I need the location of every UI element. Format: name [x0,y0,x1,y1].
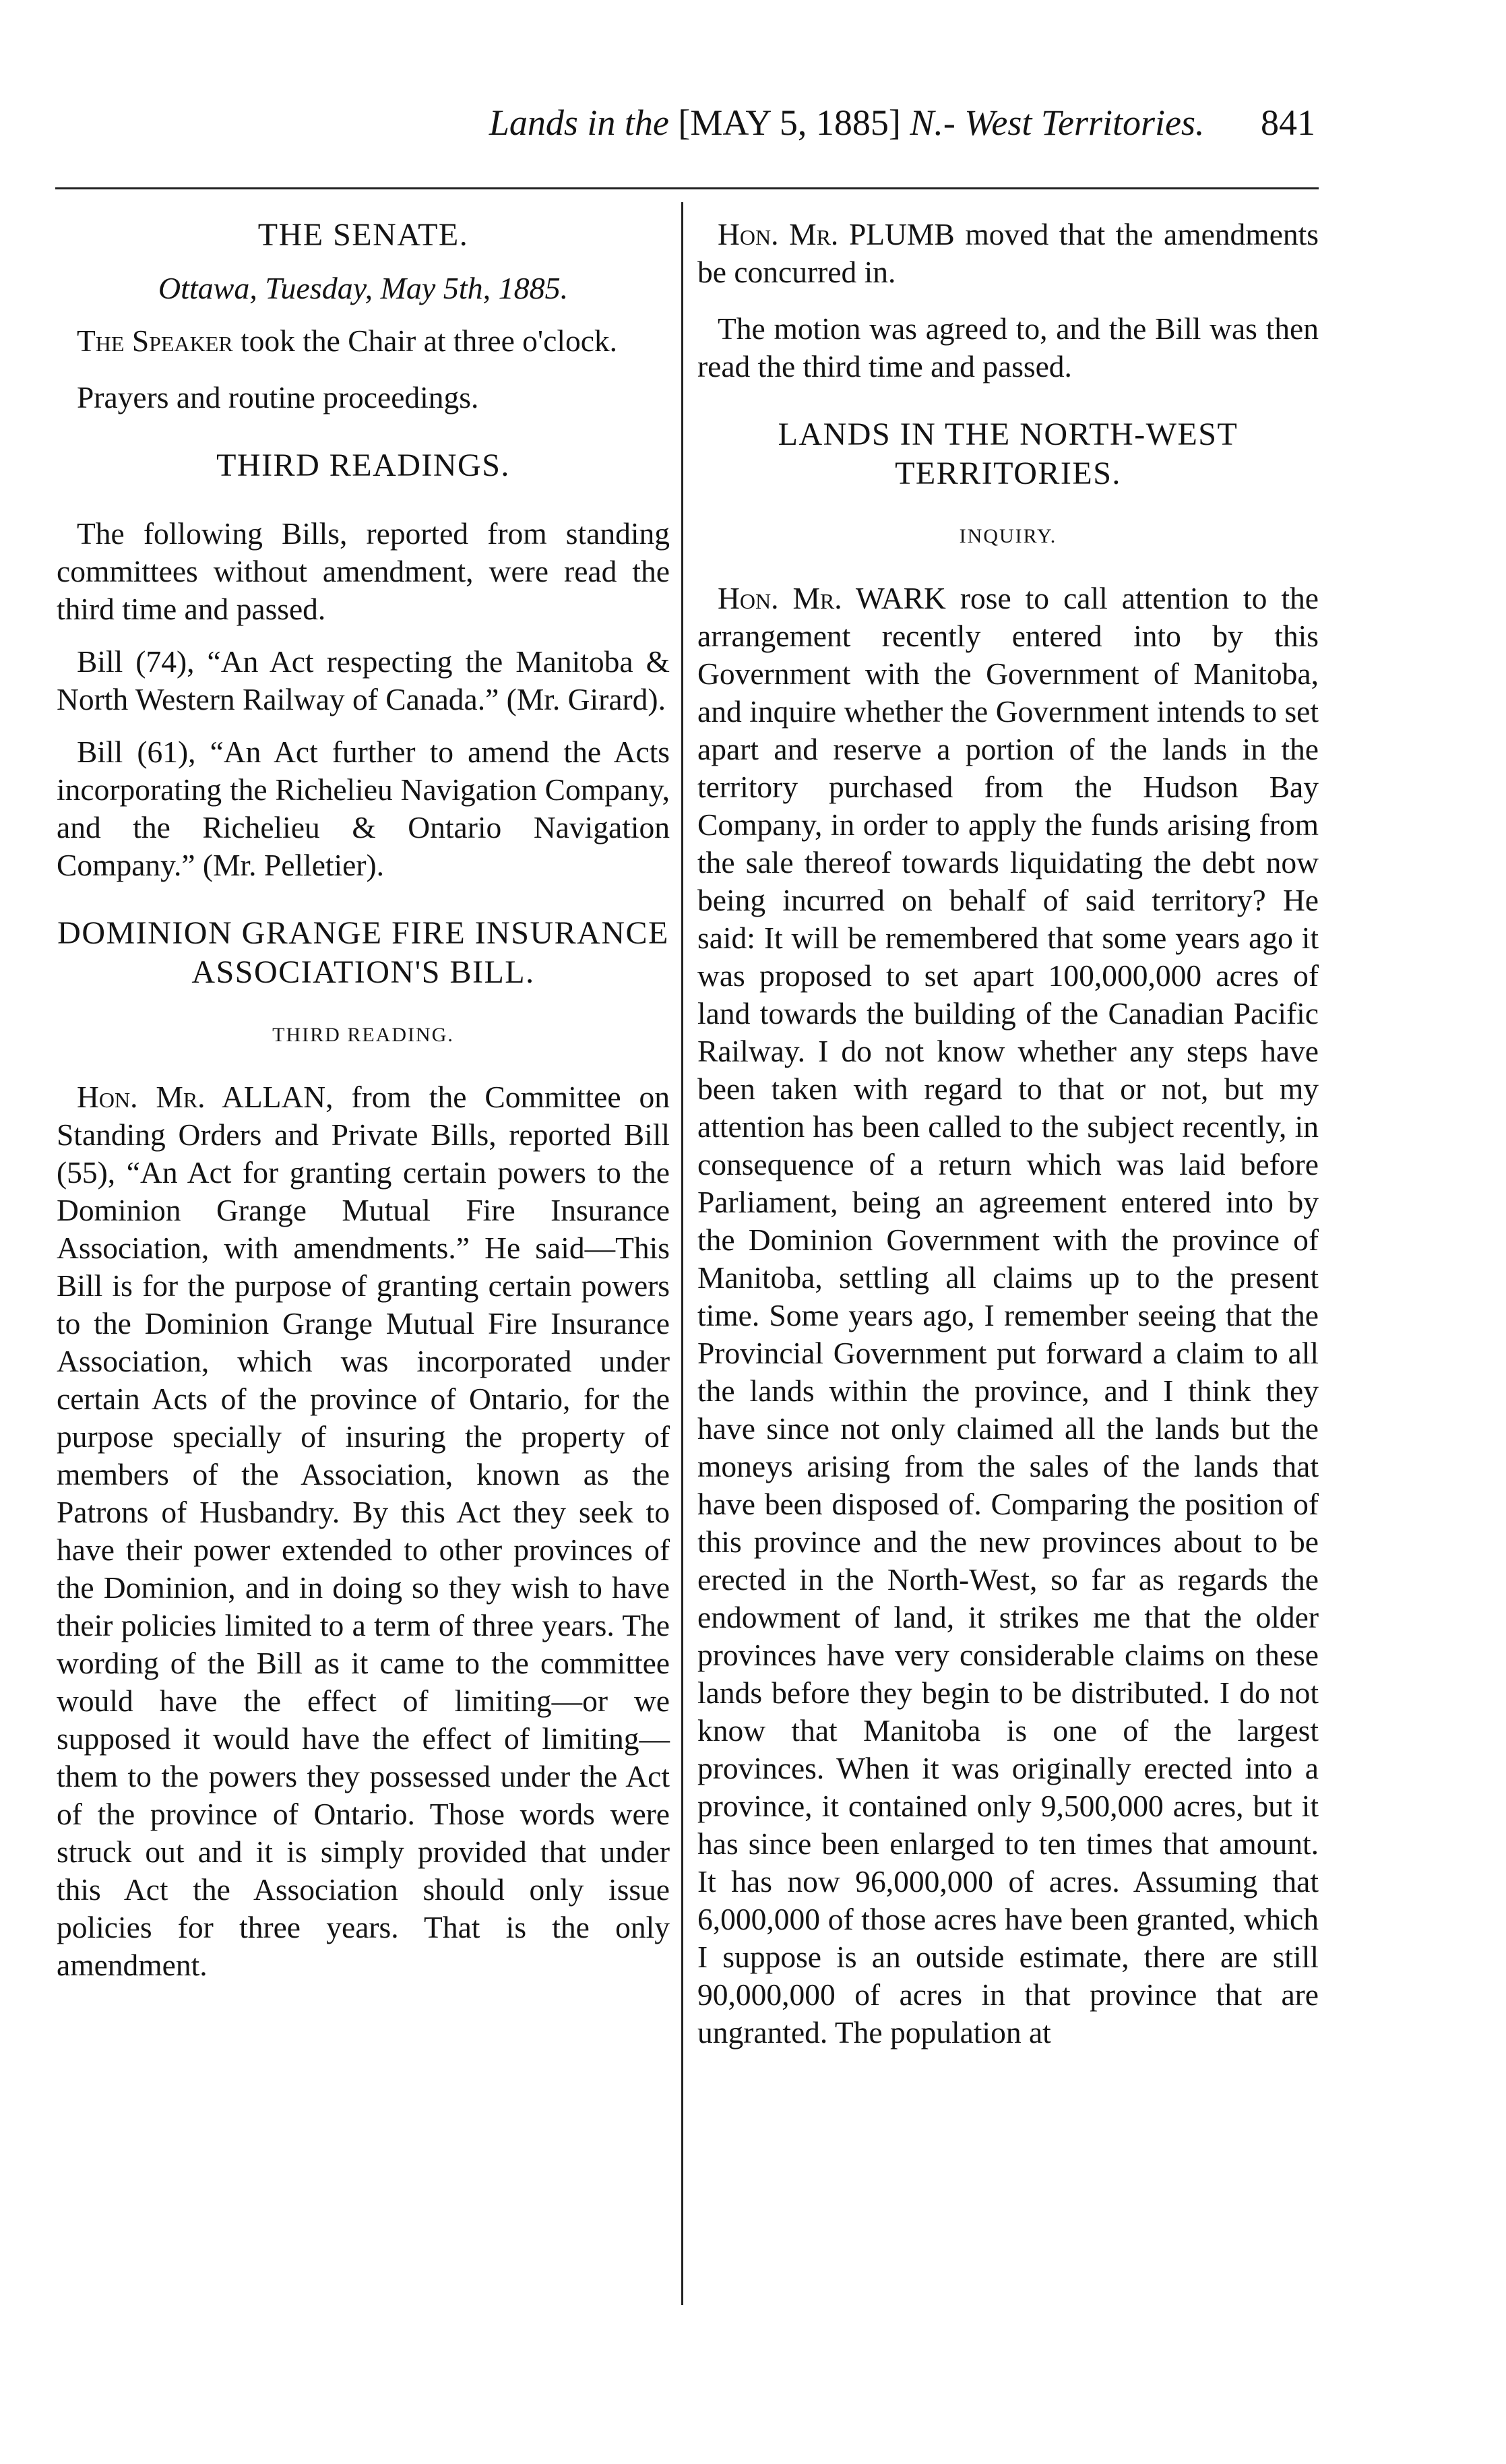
left-column [57,216,670,1984]
bill-61-paragraph: Bill (61), “An Act further to amend the Acts incorporating the Richelieu Navigation Company, and the Richelieu & Ontario Navigation Company.” (Mr. Pelletier). [57,735,670,882]
page-number: 841 [1261,102,1315,143]
prayers-paragraph: Prayers and routine proceedings. [77,380,479,414]
grange-heading: DOMINION GRANGE FIRE INSURANCE ASSOCIATION'S BILL. [57,915,669,990]
third-readings-heading: THIRD READINGS. [216,448,510,483]
wark-speaker: Hon. Mr. [718,581,842,615]
speaker-name: The Speaker [77,324,233,358]
header-title-left: Lands in the [489,102,669,143]
header-rule [55,187,1319,189]
allan-speaker: Hon. Mr. [77,1080,206,1114]
plumb-text: PLUMB moved that the amendments be concurred in. [697,217,1319,289]
column-divider [681,202,683,2305]
motion-paragraph: The motion was agreed to, and the Bill was then read the third time and passed. [697,311,1319,383]
wark-text: WARK rose to call attention to the arrangement recently entered into by this Government with the Government of Manitoba, and inquire whether the Government intends to set apart and reserve a portion of the lands in the territory purchased from the Hudson Bay Company, in order to apply the funds arising from the sale thereof towards liquidating the debt now being incurred on behalf of said territory? He said: It will be remembered that some years ago it was proposed to set apart 100,000,000 acres of land towards the building of the Canadian Pacific Railway. I do not know whether any steps have been taken with regard to that or not, but my attention has been called to the subject recently, in consequence of a return which was laid before Parliament, being an agreement entered into by the Dominion Government with the province of Manitoba, settling all claims up to the present time. Some years ago, I remember seeing that the Provincial Government put forward a claim to all the lands within the province, and I think they have since not only claimed all the lands but the moneys arising from the sales of the lands that have been disposed of. Comparing the position of this province and the new provinces about to be erected in the North-West, so far as regards the endowment of land, it strikes me that the older provinces have very considerable claims on these lands before they begin to be distributed. I do not know that Manitoba is one of the largest provinces. When it was originally erected into a province, it contained only 9,500,000 acres, but it has since been enlarged to ten times that amount. It has now 96,000,000 of acres. Assuming that 6,000,000 of those acres have been granted, which I suppose is an outside estimate, there are still 90,000,000 of acres in that province that are ungranted. The population at [697,581,1319,2050]
wark-paragraph [697,580,1319,2052]
senate-heading: THE SENATE. [257,217,469,253]
bill-74-paragraph: Bill (74), “An Act respecting the Manitoba & North Western Railway of Canada.” (Mr. Girard). [57,644,670,716]
grange-subheading: THIRD READING. [272,1024,454,1046]
running-header [0,101,1315,144]
lands-heading: LANDS IN THE NORTH-WEST TERRITORIES. [778,417,1238,491]
speaker-paragraph [57,322,670,360]
inquiry-subheading: INQUIRY. [959,525,1057,547]
allan-text: ALLAN, from the Committee on Standing Orders and Private Bills, reported Bill (55), “An Act for granting certain powers to the Dominion Grange Mutual Fire Insurance Association, with amendments.” He said—This Bill is for the purpose of granting certain powers to the Dominion Grange Mutual Fire Insurance Association, which was incorporated under certain Acts of the province of Ontario, for the purpose specially of insuring the property of members of the Association, known as the Patrons of Husbandry. By this Act they seek to have their power extended to other provinces of the Dominion, and in doing so they wish to have their policies limited to a term of three years. The wording of the Bill as it came to the committee would have the effect of limiting—or we supposed it would have the effect of limiting—them to the powers they possessed under the Act of the province of Ontario. Those words were struck out and it is simply provided that under this Act the Association should only issue policies for three years. That is the only amendment. [57,1080,670,1982]
dateline: Ottawa, Tuesday, May 5th, 1885. [158,271,569,305]
speaker-text: took the Chair at three o'clock. [232,324,618,358]
right-column [697,216,1319,2052]
plumb-paragraph [697,216,1319,291]
header-date: [MAY 5, 1885] [678,102,901,143]
allan-paragraph [57,1078,670,1984]
header-title-right: N.- West Territories. [910,102,1205,143]
plumb-speaker: Hon. Mr. [718,217,839,251]
third-readings-intro: The following Bills, reported from standing committees without amendment, were read the third time and passed. [57,516,670,626]
